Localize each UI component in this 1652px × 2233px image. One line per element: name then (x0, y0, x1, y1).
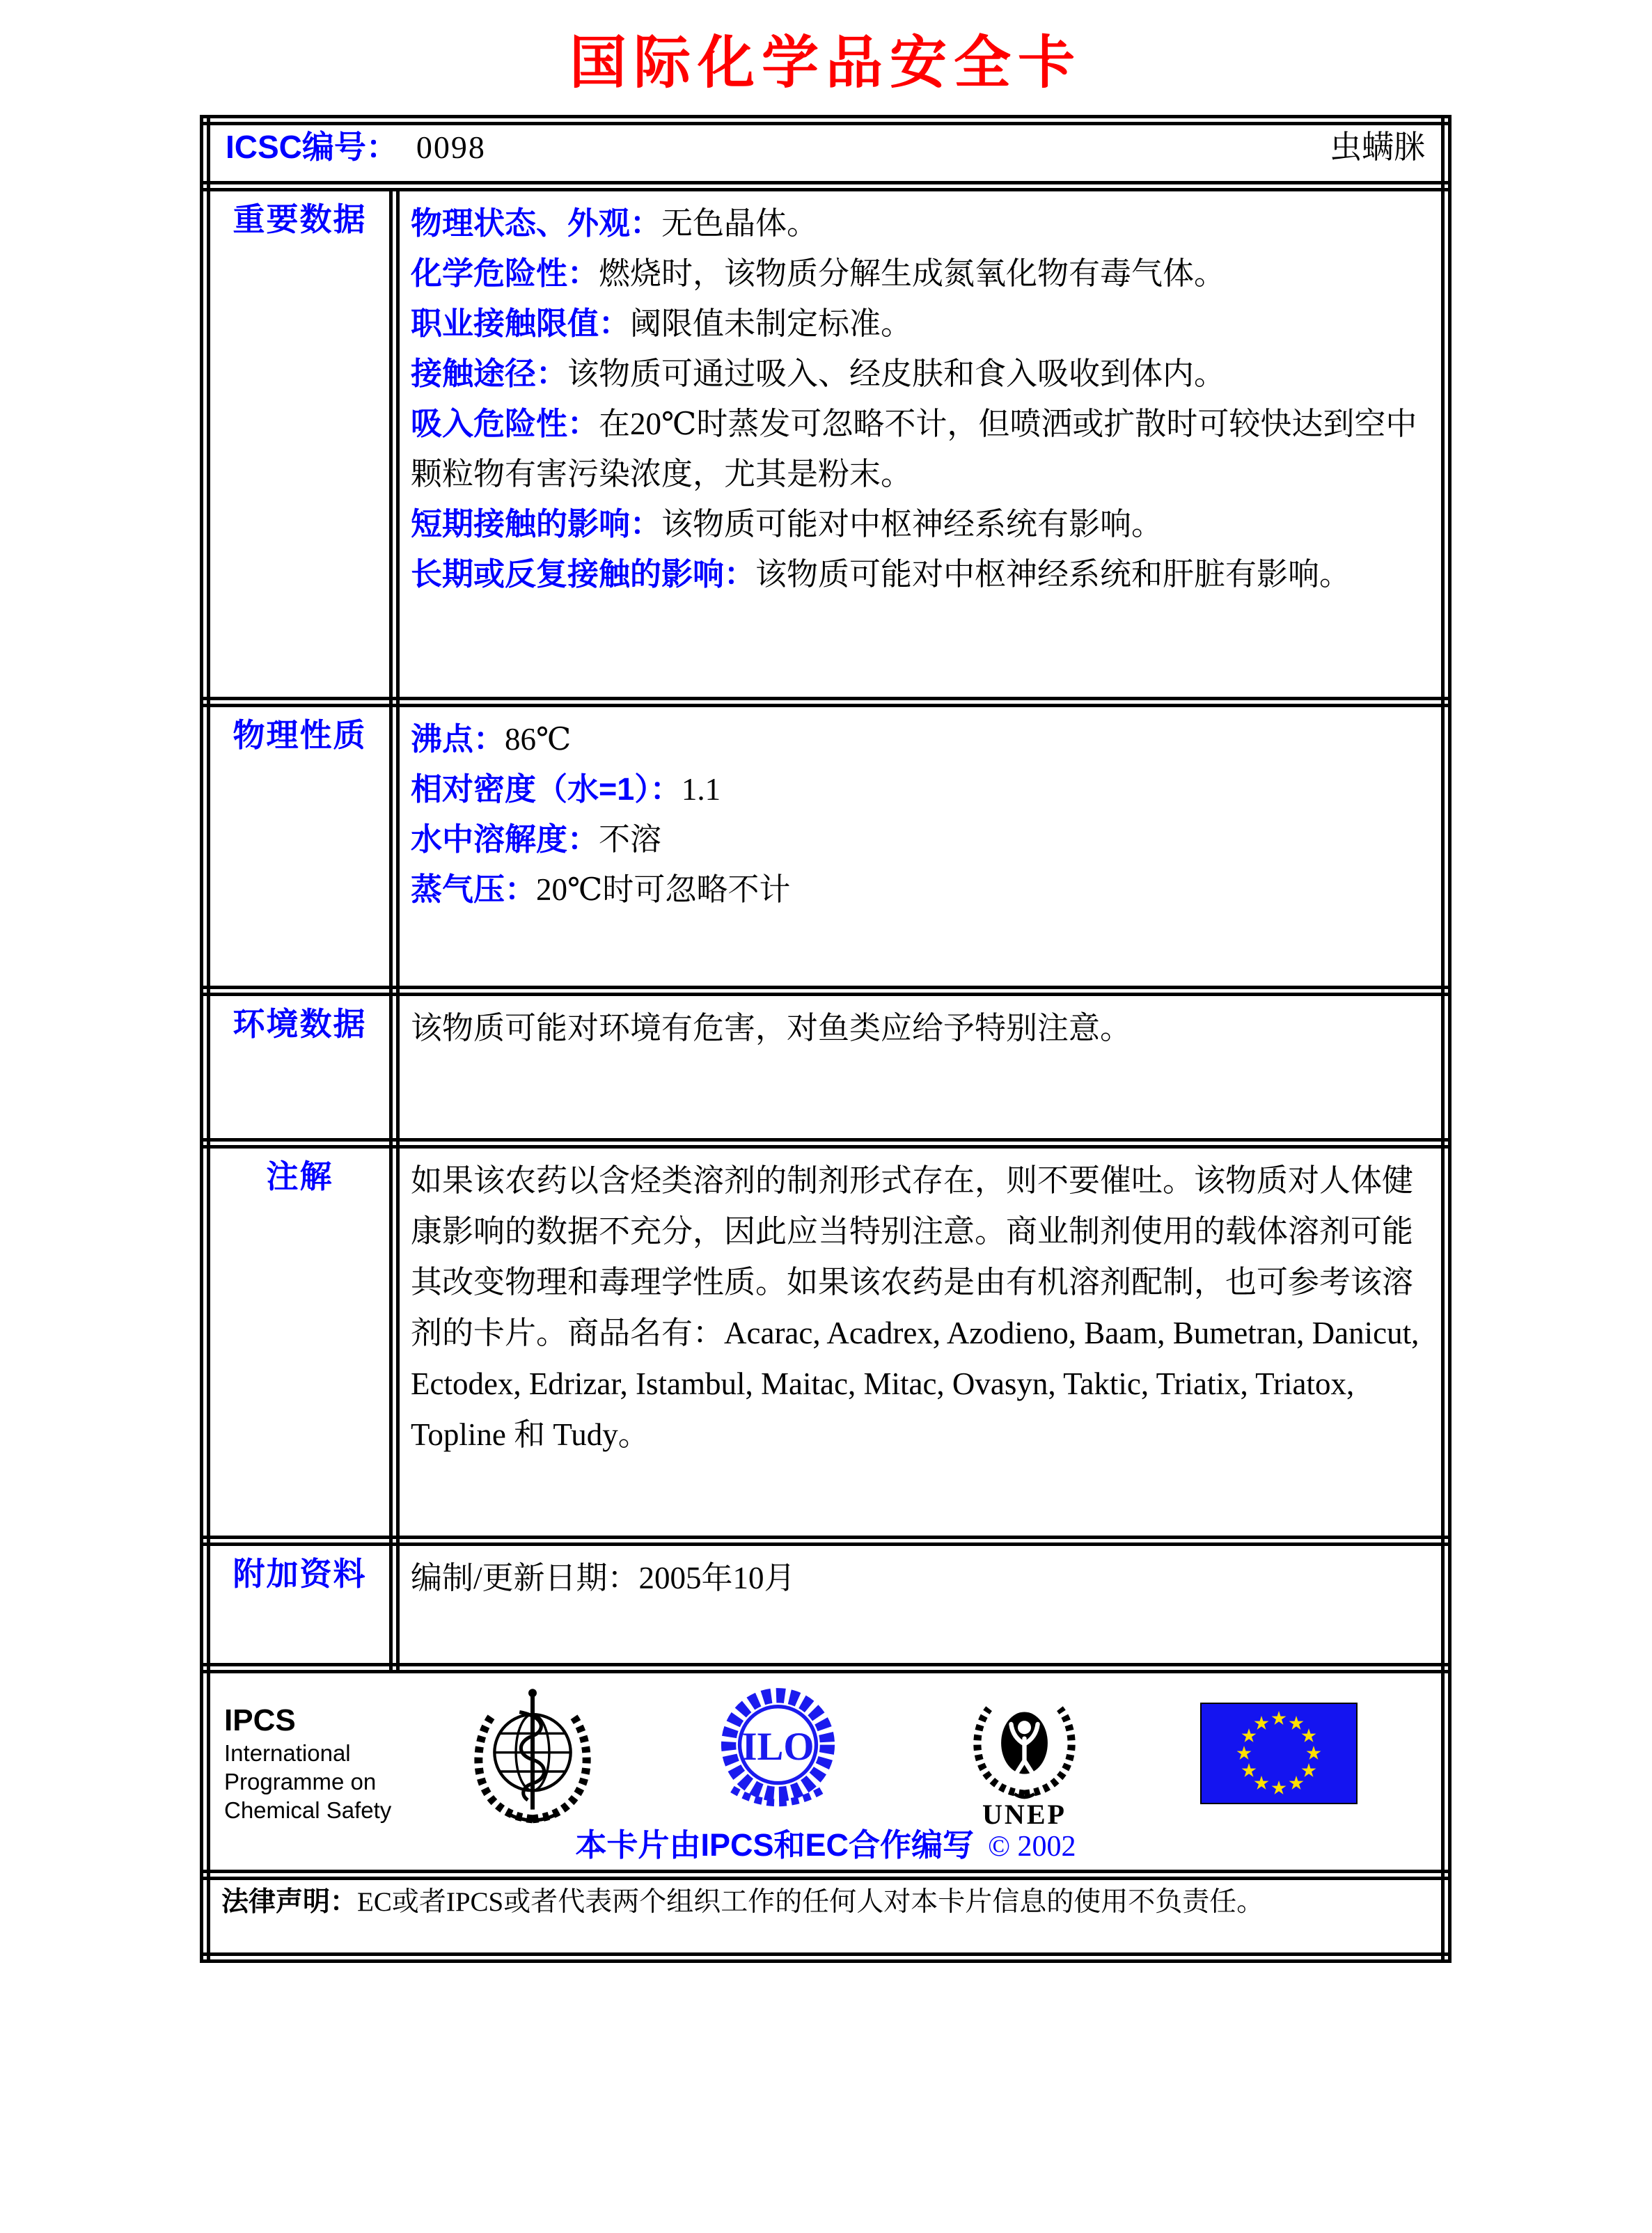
substance-name: 虫螨脒 (1330, 129, 1426, 165)
data-item (411, 814, 1430, 865)
icsc-number (226, 128, 486, 166)
legal-label: 法律声明： (221, 1887, 358, 1917)
unep-logo-icon (963, 1684, 1085, 1829)
item-text: 该物质可能对中枢神经系统有影响。 (661, 507, 1163, 542)
physical-properties-row (205, 702, 1447, 991)
ilo-logo-text: ILO (741, 1724, 815, 1769)
header-cell (205, 120, 1447, 187)
data-item (411, 865, 1430, 915)
section-label-additional-info: 附加资料 (205, 1541, 395, 1668)
item-label: 化学危险性： (411, 255, 599, 291)
item-text: 燃烧时，该物质分解生成氮氧化物有毒气体。 (599, 256, 1226, 291)
legal-row (205, 1875, 1447, 1958)
item-label: 长期或反复接触的影响： (411, 556, 756, 592)
credit-line (210, 1826, 1441, 1865)
update-date-text: 编制/更新日期：2005年10月 (411, 1561, 796, 1595)
data-item (411, 714, 1430, 764)
credit-year: © 2002 (988, 1831, 1076, 1863)
page-title: 国际化学品安全卡 (569, 31, 1082, 95)
item-label: 沸点： (411, 721, 505, 757)
important-data-row (205, 187, 1447, 702)
ipcs-acronym: IPCS (224, 1703, 296, 1737)
unep-logo-text: UNEP (982, 1799, 1067, 1830)
icsc-number-label: ICSC编号： (226, 129, 398, 165)
data-item (411, 248, 1430, 299)
important-data-content (395, 187, 1447, 702)
item-label: 蒸气压： (411, 871, 537, 907)
item-label: 职业接触限值： (411, 306, 631, 341)
environmental-data-row (205, 991, 1447, 1144)
section-label-physical-properties: 物理性质 (205, 702, 395, 991)
section-label-notes: 注解 (205, 1144, 395, 1541)
notes-content (395, 1144, 1447, 1541)
ipcs-line: Chemical Safety (224, 1797, 392, 1823)
data-item (411, 764, 1430, 814)
item-text: 阈限值未制定标准。 (630, 306, 913, 341)
section-label-important-data: 重要数据 (205, 187, 395, 702)
data-item (411, 198, 1430, 248)
ipcs-text-block (224, 1703, 391, 1824)
item-text: 20℃时可忽略不计 (536, 872, 791, 907)
notes-text: 如果该农药以含烃类溶剂的制剂形式存在，则不要催吐。该物质对人体健康影响的数据不充分，因此应当特别注意。商业制剂使用的载体溶剂可能其改变物理和毒理学性质。如果该农药是由有机溶剂配制，也可参考该溶剂的卡片。商品名有：Acarac, Acadrex, Azodieno, Baam, Bumetran, Danicut, Ectodex, Edrizar, Istambul, Maitac, Mitac, Ovasyn, Taktic, Triatix, Triatox, Topline 和 Tudy。 (411, 1163, 1419, 1452)
notes-row (205, 1144, 1447, 1541)
ipcs-line: International (224, 1740, 351, 1766)
data-item (411, 349, 1430, 399)
item-label: 吸入危险性： (411, 406, 599, 441)
item-text: 86℃ (505, 722, 572, 757)
credit-text: 本卡片由IPCS和EC合作编写 (575, 1827, 975, 1863)
eu-flag-icon (1200, 1703, 1358, 1808)
who-logo-icon (466, 1686, 599, 1832)
data-item (411, 499, 1430, 549)
icsc-card-table (200, 115, 1452, 1963)
item-text: 该物质可通过吸入、经皮肤和食入吸收到体内。 (567, 356, 1226, 391)
item-text: 在20℃时蒸发可忽略不计，但喷洒或扩散时可较快达到空中颗粒物有害污染浓度，尤其是粉末。 (411, 407, 1417, 491)
item-label: 物理状态、外观： (411, 205, 662, 241)
footer-cell (205, 1668, 1447, 1875)
data-item (411, 399, 1430, 499)
legal-text: EC或者IPCS或者代表两个组织工作的任何人对本卡片信息的使用不负责任。 (357, 1887, 1264, 1917)
footer-row (205, 1668, 1447, 1875)
additional-info-content (395, 1541, 1447, 1668)
additional-info-row (205, 1541, 1447, 1668)
ipcs-line: Programme on (224, 1769, 377, 1794)
environmental-data-content (395, 991, 1447, 1144)
header-row (205, 120, 1447, 187)
item-text: 无色晶体。 (661, 206, 819, 241)
item-label: 短期接触的影响： (411, 506, 662, 542)
ilo-logo-icon (710, 1683, 846, 1822)
data-item: 该物质可能对环境有危害，对鱼类应给予特别注意。 (411, 1011, 1132, 1046)
legal-cell (205, 1875, 1447, 1958)
data-item (411, 549, 1430, 599)
item-label: 相对密度（水=1）： (411, 771, 682, 807)
section-label-environmental-data: 环境数据 (205, 991, 395, 1144)
data-item (411, 299, 1430, 349)
physical-properties-content (395, 702, 1447, 991)
item-label: 水中溶解度： (411, 821, 599, 857)
item-label: 接触途径： (411, 356, 568, 391)
item-text: 该物质可能对中枢神经系统和肝脏有影响。 (755, 557, 1351, 592)
icsc-number-value: 0098 (416, 129, 486, 165)
item-text: 1.1 (681, 772, 721, 807)
item-text: 不溶 (599, 822, 662, 857)
